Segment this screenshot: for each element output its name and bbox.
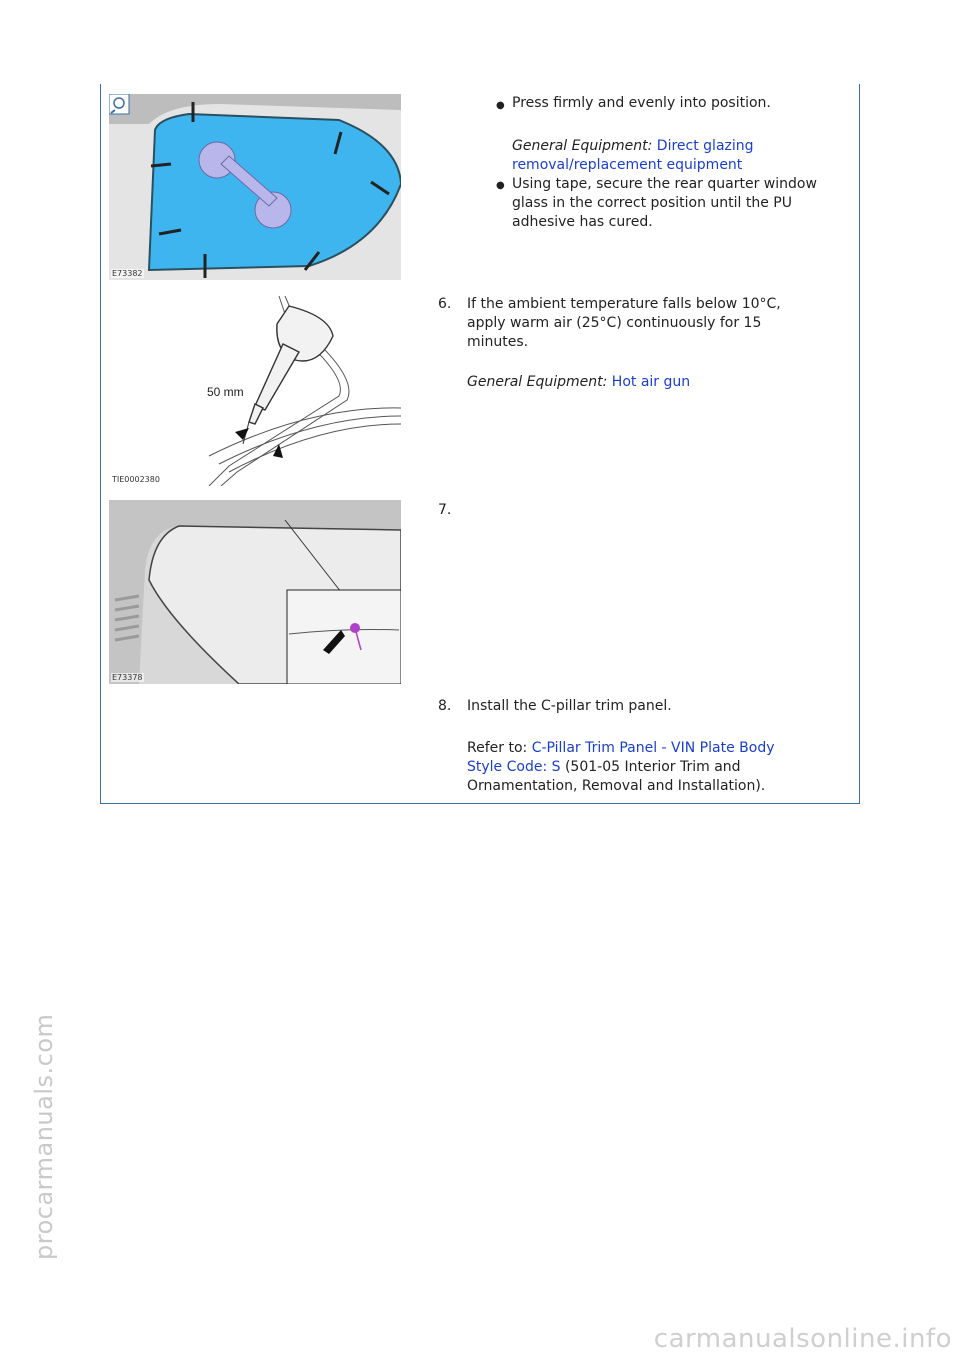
figure-hot-air-gun	[109, 296, 401, 486]
equipment-link[interactable]: Direct glazing	[656, 138, 754, 154]
bottom-watermark: carmanualsonline.info	[653, 1324, 952, 1354]
figure-id-label: E73378	[112, 673, 143, 682]
figure-id-label: E73382	[112, 269, 143, 278]
refer-suffix: (501-05 Interior Trim and	[560, 759, 741, 775]
bullet-text: glass in the correct position until the PU	[512, 195, 792, 211]
refer-line	[467, 739, 775, 758]
equipment-label: General Equipment:	[512, 138, 653, 154]
step-text: Install the C-pillar trim panel.	[467, 698, 672, 714]
side-watermark	[4, 920, 58, 1320]
bullet-text: Press firmly and evenly into position.	[512, 95, 771, 111]
refer-link-cont[interactable]: Style Code: S	[467, 759, 561, 775]
step-text: If the ambient temperature falls below 10°C,	[467, 296, 781, 312]
bullet-text: Using tape, secure the rear quarter window	[512, 176, 817, 192]
refer-line: Ornamentation, Removal and Installation).	[467, 778, 766, 794]
side-watermark-text: procarmanuals.com	[30, 1013, 58, 1260]
trim-panel-illustration	[109, 500, 401, 684]
refer-line	[467, 758, 741, 777]
refer-label: Refer to:	[467, 740, 528, 756]
hot-air-gun-illustration	[109, 296, 401, 486]
procedure-table	[100, 84, 860, 804]
equipment-label: General Equipment:	[467, 374, 608, 390]
step-number: 6.	[438, 296, 452, 312]
refer-link[interactable]: C-Pillar Trim Panel - VIN Plate Body	[531, 740, 775, 756]
bullet-text: adhesive has cured.	[512, 214, 653, 230]
equipment-link[interactable]: Hot air gun	[611, 374, 691, 390]
figure-trim-panel	[109, 500, 401, 684]
equipment-line	[467, 373, 690, 392]
figure-id-label: TIE0002380	[112, 475, 160, 484]
step-text: minutes.	[467, 334, 529, 350]
step-number: 8.	[438, 698, 452, 714]
glass-illustration	[109, 94, 401, 280]
step-text: apply warm air (25°C) continuously for 15	[467, 315, 762, 331]
equipment-line	[512, 137, 754, 156]
dimension-label: 50 mm	[207, 385, 244, 399]
bullet-icon: ●	[496, 180, 505, 191]
equipment-link-cont[interactable]: removal/replacement equipment	[512, 157, 743, 173]
step-number: 7.	[438, 502, 452, 518]
figure-glass-install	[109, 94, 401, 280]
bullet-icon: ●	[496, 100, 505, 111]
